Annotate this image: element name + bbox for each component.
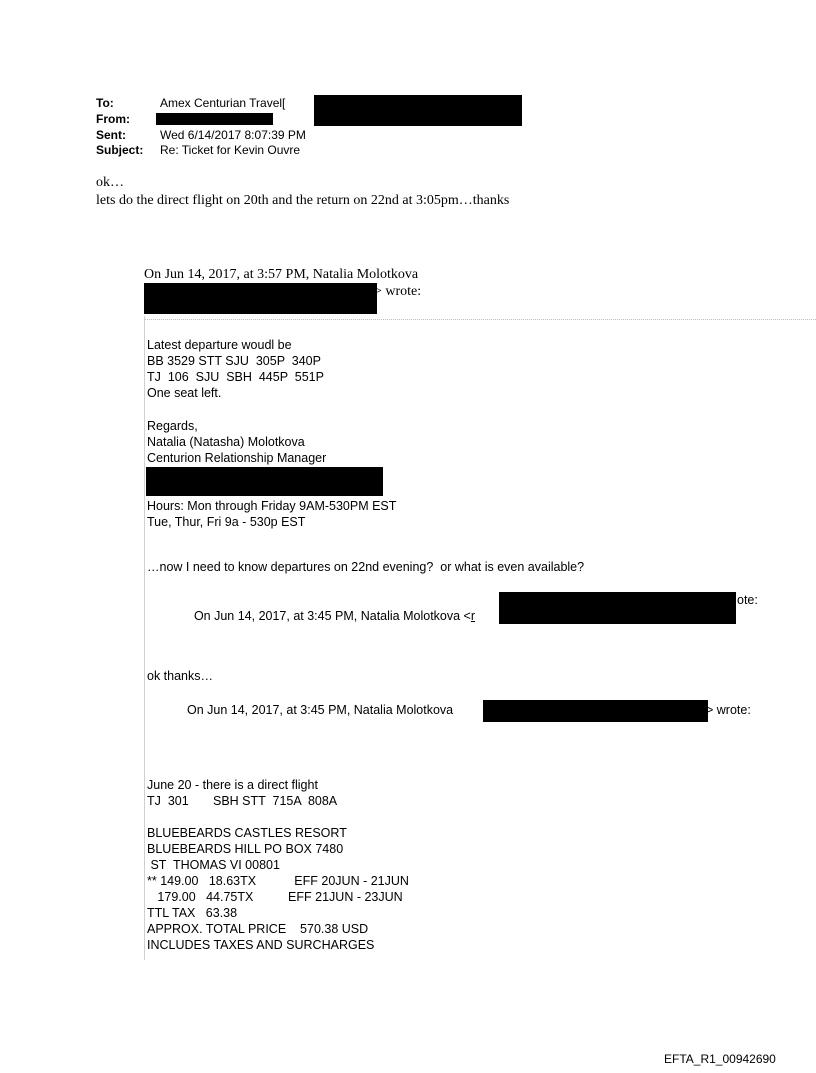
body-line-2: lets do the direct flight on 20th and the return on 22nd at 3:05pm…thanks (96, 193, 510, 208)
hotel-line-2: BLUEBEARDS HILL PO BOX 7480 (147, 842, 344, 856)
redaction-quote-email (144, 283, 377, 314)
hotel-line-4: ** 149.00 18.63TX EFF 20JUN - 21JUN (147, 874, 409, 888)
from-label: From: (96, 112, 130, 126)
redaction-message2-email (499, 592, 736, 624)
redaction-message3-email (483, 700, 708, 722)
hotel-line-7: APPROX. TOTAL PRICE 570.38 USD (147, 922, 369, 936)
message2-attribution-partial: r (470, 609, 476, 623)
redaction-from (156, 113, 273, 125)
hours-line-2: Tue, Thur, Fri 9a - 530p EST (147, 515, 306, 529)
to-label: To: (96, 96, 114, 110)
message1-line-4: One seat left. (147, 386, 222, 400)
message2-text: …now I need to know departures on 22nd evening? or what is even available? (147, 560, 585, 574)
sent-label: Sent: (96, 128, 126, 142)
redaction-to (314, 95, 522, 126)
subject-label: Subject: (96, 143, 144, 157)
message4-flight-line-2: TJ 301 SBH STT 715A 808A (147, 794, 338, 808)
hotel-line-1: BLUEBEARDS CASTLES RESORT (147, 826, 347, 840)
quote-attribution-line-1: On Jun 14, 2017, at 3:57 PM, Natalia Molotkova (144, 267, 419, 282)
message1-line-2: BB 3529 STT SJU 305P 340P (147, 354, 321, 368)
body-line-1: ok… (96, 175, 124, 190)
message1-line-3: TJ 106 SJU SBH 445P 551P (147, 370, 324, 384)
message2-attribution (187, 592, 475, 624)
message2-attribution-prefix: On Jun 14, 2017, at 3:45 PM, Natalia Molotkova < (193, 609, 471, 623)
message2-attribution-suffix: ote: (737, 593, 758, 607)
subject-value: Re: Ticket for Kevin Ouvre (160, 143, 301, 157)
bates-number: EFTA_R1_00942690 (664, 1052, 776, 1066)
message3-attribution-prefix: On Jun 14, 2017, at 3:45 PM, Natalia Molotkova (187, 703, 454, 717)
quote-separator (144, 319, 816, 321)
hours-line-1: Hours: Mon through Friday 9AM-530PM EST (147, 499, 397, 513)
hotel-line-6: TTL TAX 63.38 (147, 906, 238, 920)
message3-text: ok thanks… (147, 669, 214, 683)
sent-value: Wed 6/14/2017 8:07:39 PM (160, 128, 306, 142)
signature-title: Centurion Relationship Manager (147, 451, 327, 465)
hotel-line-5: 179.00 44.75TX EFF 21JUN - 23JUN (147, 890, 403, 904)
quote-attribution-line-2: > wrote: (374, 284, 422, 299)
signature-regards: Regards, (147, 419, 198, 433)
quote-bar (144, 316, 145, 960)
to-value: Amex Centurian Travel[ (160, 96, 286, 110)
message4-flight-line-1: June 20 - there is a direct flight (147, 778, 318, 792)
hotel-line-8: INCLUDES TAXES AND SURCHARGES (147, 938, 375, 952)
message1-line-1: Latest departure woudl be (147, 338, 292, 352)
redaction-signature-contact (146, 467, 383, 496)
message3-attribution-suffix: > wrote: (706, 703, 751, 717)
hotel-line-3: ST THOMAS VI 00801 (147, 858, 280, 872)
signature-name: Natalia (Natasha) Molotkova (147, 435, 305, 449)
